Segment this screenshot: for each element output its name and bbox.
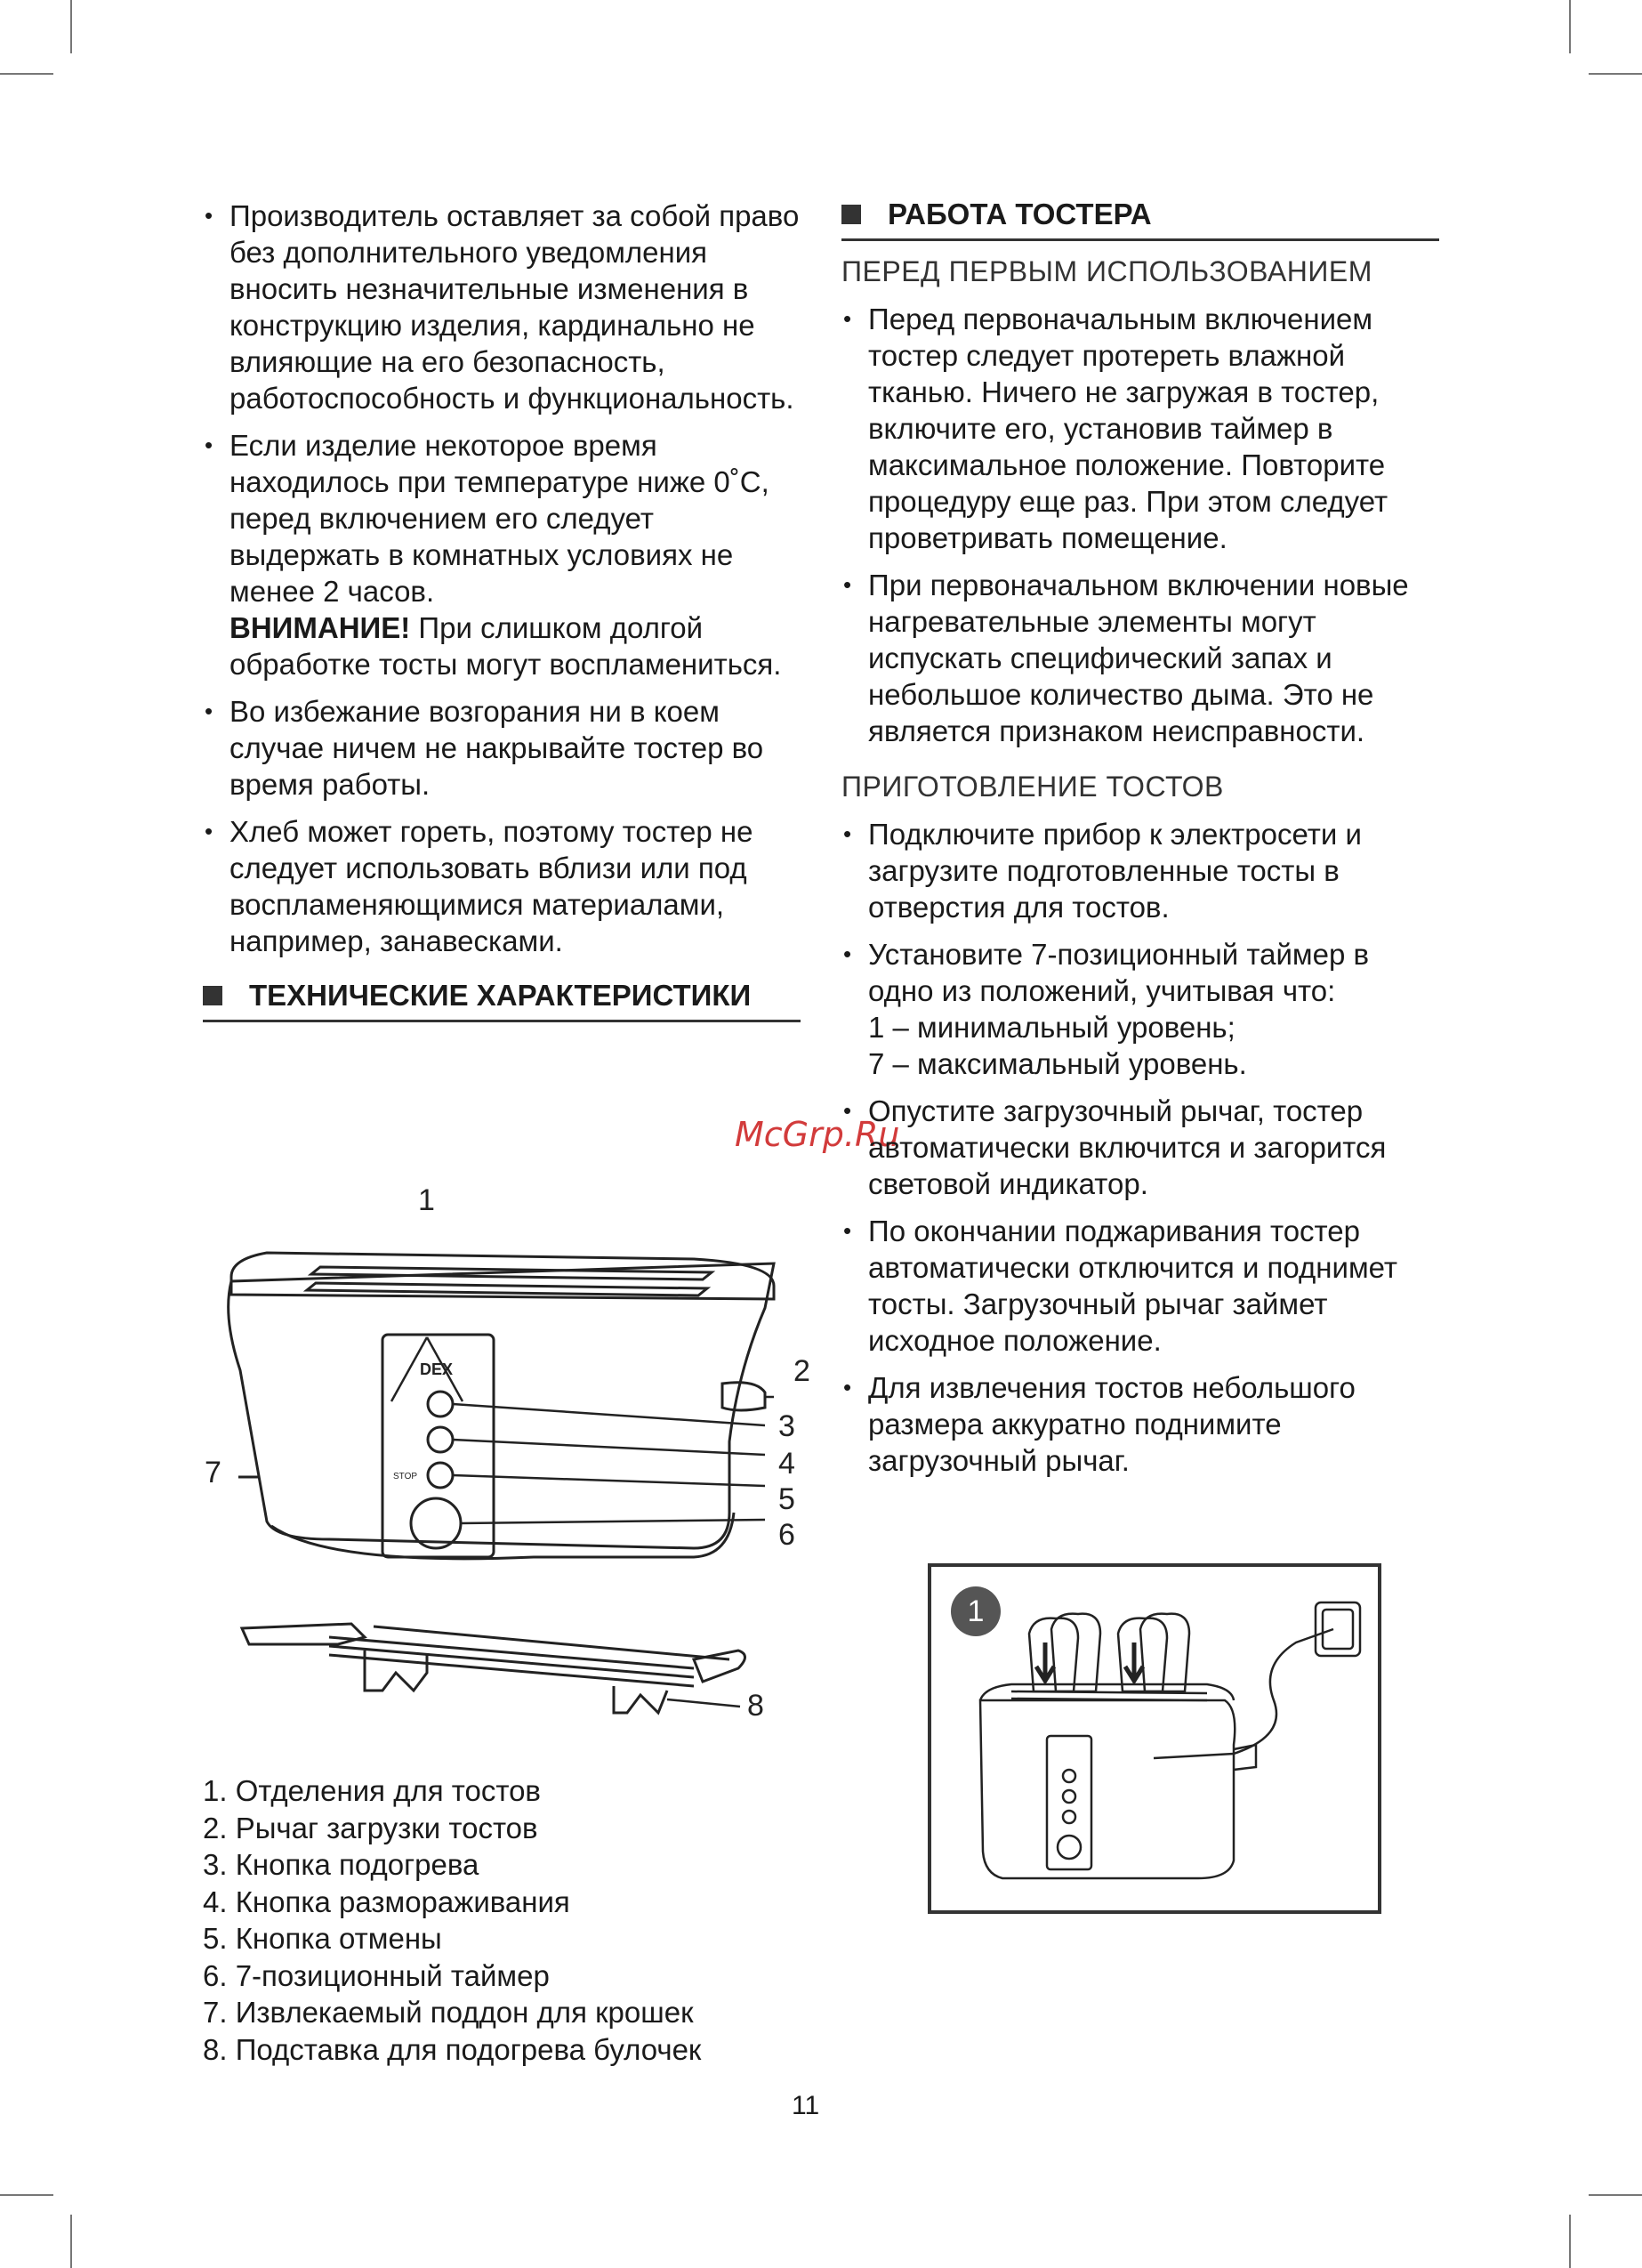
down-arrow-icon [1036,1642,1054,1681]
toaster-operation-heading [841,198,1439,241]
list-item: • Для извлечения тостов небольшого размера аккуратно поднимите загрузочный рычаг. [841,1369,1439,1479]
toast-slot-icon [307,1283,707,1295]
list-item: 8. Подставка для подогрева булочек [203,2032,702,2066]
list-item: • Подключите прибор к электросети и загрузите подготовленные тосты в отверстия для тостов. [841,816,1439,925]
crop-mark [1569,2215,1571,2268]
tech-specs-heading-text: ТЕХНИЧЕСКИЕ ХАРАКТЕРИСТИКИ [249,979,752,1012]
before-first-use-list [841,301,1439,749]
list-item: 1. Отделения для тостов [203,1774,541,1807]
list-item: • При первоначальном включении новые нагревательные элементы могут испускать специфический запах и небольшое количество дыма. Это не является признаком неисправности. [841,567,1439,749]
list-item: • Перед первоначальным включением тостер следует протереть влажной тканью. Ничего не загружая в тостер, включите его, установив таймер в максимальное положение. Повторите процедуру еще раз. При этом следует проветривать помещение. [841,301,1439,556]
list-item: 5. Кнопка отмены [203,1922,442,1955]
list-item-text: Если изделие некоторое время находилось при температуре ниже 0˚С, перед включением его следует выдержать в комнатных условиях не менее 2 часов. [229,429,769,608]
reheat-button-icon [428,1392,453,1416]
crop-mark [1569,0,1571,53]
callout-6: 6 [778,1518,795,1552]
parts-list [203,1772,701,2068]
timer-level-min: 1 – минимальный уровень; [868,1011,1236,1044]
crop-mark [70,2215,72,2268]
toaster-base [271,1513,734,1559]
list-item: 4. Кнопка размораживания [203,1885,570,1918]
toaster-body [980,1700,1235,1878]
callout-8: 8 [747,1689,764,1723]
crop-mark [70,0,72,53]
crop-mark [1589,73,1642,75]
watermark: McGrp.Ru [735,1115,900,1154]
preparing-toasts-list [841,816,1439,1479]
heading-square-icon [203,986,222,1005]
before-first-use-title: ПЕРЕД ПЕРВЫМ ИСПОЛЬЗОВАНИЕМ [841,255,1372,287]
callout-1: 1 [418,1183,435,1217]
toaster-operation-heading-text: РАБОТА ТОСТЕРА [888,198,1152,230]
crop-mark [1589,2194,1642,2196]
stop-button-icon [428,1463,453,1488]
stop-label: STOP [393,1472,418,1481]
list-item: • По окончании поджаривания тостер автоматически отключится и поднимет тосты. Загрузочный рычаг займет исходное положение. [841,1213,1439,1359]
list-item [203,427,801,682]
timer-level-max: 7 – максимальный уровень. [868,1047,1247,1080]
preparing-toasts-title: ПРИГОТОВЛЕНИЕ ТОСТОВ [841,771,1224,803]
safety-list [203,198,801,959]
callout-3: 3 [778,1409,795,1443]
callout-5: 5 [778,1482,795,1516]
list-item: • Опустите загрузочный рычаг, тостер автоматически включится и загорится световой индикатор. [841,1093,1439,1202]
down-arrow-icon [1125,1642,1143,1681]
page-number: 11 [792,2091,820,2120]
list-item: 7. Извлекаемый поддон для крошек [203,1996,694,2029]
callout-2: 2 [793,1354,810,1388]
callout-4: 4 [778,1447,795,1481]
list-item: • Хлеб может гореть, поэтому тостер не следует использовать вблизи или под воспламеняющимися материалами, например, занавесками. [203,813,801,959]
list-item: • Производитель оставляет за собой право без дополнительного уведомления вносить незначительные изменения в конструкцию изделия, кардинально не влияющие на его безопасность, работоспособность и функциональность. [203,198,801,416]
figure-badge: 1 [951,1586,1001,1636]
list-item: • Во избежание возгорания ни в коем случае ничем не накрывайте тостер во время работы. [203,693,801,803]
list-item: 6. 7-позиционный таймер [203,1958,550,1992]
crop-mark [0,73,53,75]
defrost-button-icon [428,1427,453,1452]
left-column [203,198,801,1037]
figure-1 [928,1563,1381,1914]
warming-rack [242,1624,365,1644]
tech-specs-heading [203,979,801,1022]
right-column [841,198,1439,1489]
toaster-diagram [196,1174,836,1744]
crop-mark [0,2194,53,2196]
toaster-body [229,1263,774,1548]
heading-square-icon [841,205,861,224]
figure-1-illustration [931,1567,1378,1910]
list-item: 2. Рычаг загрузки тостов [203,1811,538,1844]
warning-text: При слишком долгой обработке тосты могут воспламениться. [229,611,782,681]
lever-icon [722,1383,765,1410]
brand-logo: DEX [420,1360,454,1378]
callout-7: 7 [205,1456,221,1489]
warning-label: ВНИМАНИЕ! [229,611,411,644]
list-item: 3. Кнопка подогрева [203,1848,479,1881]
list-item [841,936,1439,1082]
list-item-text: Установите 7-позиционный таймер в одно из положений, учитывая что: [868,938,1369,1007]
